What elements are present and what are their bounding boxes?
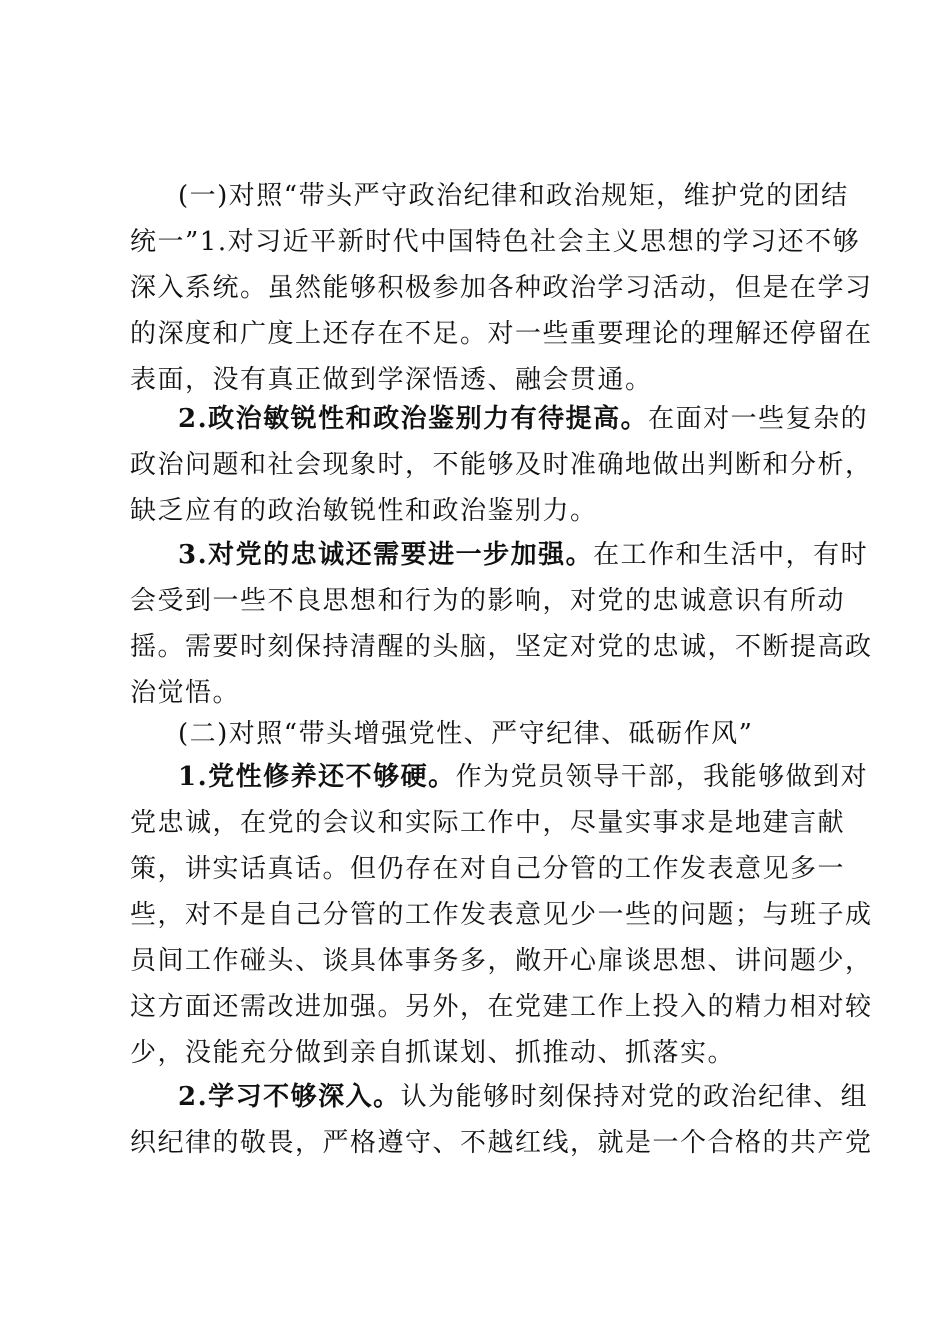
body-text: 摇。需要时刻保持清醒的头脑，坚定对党的忠诚，不断提高政 <box>130 632 873 662</box>
bold-heading-text: 2.政治敏锐性和政治鉴别力有待提高。 <box>178 404 649 434</box>
body-text: 表面，没有真正做到学深悟透、融会贯通。 <box>130 365 653 395</box>
paragraph-line <box>130 362 653 398</box>
body-text: 在工作和生活中，有时 <box>593 540 869 570</box>
body-text: 政治问题和社会现象时，不能够及时准确地做出判断和分析， <box>130 450 873 480</box>
paragraph-line <box>130 675 240 711</box>
paragraph-line <box>130 943 873 979</box>
paragraph-line <box>130 629 873 665</box>
body-text: 策，讲实话真话。但仍存在对自己分管的工作发表意见多一 <box>130 854 846 884</box>
paragraph-line <box>130 1125 873 1161</box>
body-text: (二)对照“带头增强党性、严守纪律、砥砺作风” <box>178 719 754 749</box>
paragraph-line <box>130 851 845 887</box>
body-text: 认为能够时刻保持对党的政治纪律、组 <box>400 1082 869 1112</box>
body-text: 缺乏应有的政治敏锐性和政治鉴别力。 <box>130 496 598 526</box>
paragraph-line <box>178 537 868 573</box>
body-text: 深入系统。虽然能够积极参加各种政治学习活动，但是在学习 <box>130 273 873 303</box>
paragraph-line <box>130 1035 735 1071</box>
body-text: 织纪律的敬畏，严格遵守、不越红线，就是一个合格的共产党 <box>130 1128 873 1158</box>
body-text: 在面对一些复杂的 <box>648 404 869 434</box>
body-text: 治觉悟。 <box>130 678 241 708</box>
paragraph-line <box>130 316 873 352</box>
body-text: 这方面还需改进加强。另外，在党建工作上投入的精力相对较 <box>130 992 873 1022</box>
body-text: 员间工作碰头、谈具体事务多，敞开心扉谈思想、讲问题少， <box>130 946 873 976</box>
body-text: 的深度和广度上还存在不足。对一些重要理论的理解还停留在 <box>130 319 873 349</box>
paragraph-line <box>130 224 860 260</box>
body-text: 党忠诚，在党的会议和实际工作中，尽量实事求是地建言献 <box>130 808 846 838</box>
bold-heading-text: 2.学习不够深入。 <box>178 1082 401 1112</box>
paragraph-line <box>130 897 873 933</box>
paragraph-line <box>178 759 868 795</box>
bold-heading-text: 3.对党的忠诚还需要进一步加强。 <box>178 540 594 570</box>
paragraph-line <box>130 493 598 529</box>
body-text: 会受到一些不良思想和行为的影响，对党的忠诚意识有所动 <box>130 586 846 616</box>
paragraph-line <box>178 401 868 437</box>
body-text: 作为党员领导干部，我能够做到对 <box>455 762 869 792</box>
body-text: 些，对不是自己分管的工作发表意见少一些的问题；与班子成 <box>130 900 873 930</box>
body-text: 少，没能充分做到亲自抓谋划、抓推动、抓落实。 <box>130 1038 736 1068</box>
paragraph-line <box>178 178 849 214</box>
paragraph-line <box>130 270 873 306</box>
paragraph-line <box>130 805 845 841</box>
paragraph-line <box>130 447 873 483</box>
paragraph-line <box>178 716 753 752</box>
bold-heading-text: 1.党性修养还不够硬。 <box>178 762 456 792</box>
paragraph-line <box>130 989 873 1025</box>
paragraph-line <box>130 583 845 619</box>
paragraph-line <box>178 1079 868 1115</box>
body-text: (一)对照“带头严守政治纪律和政治规矩，维护党的团结 <box>178 181 849 211</box>
body-text: 统一”1.对习近平新时代中国特色社会主义思想的学习还不够 <box>130 227 861 257</box>
